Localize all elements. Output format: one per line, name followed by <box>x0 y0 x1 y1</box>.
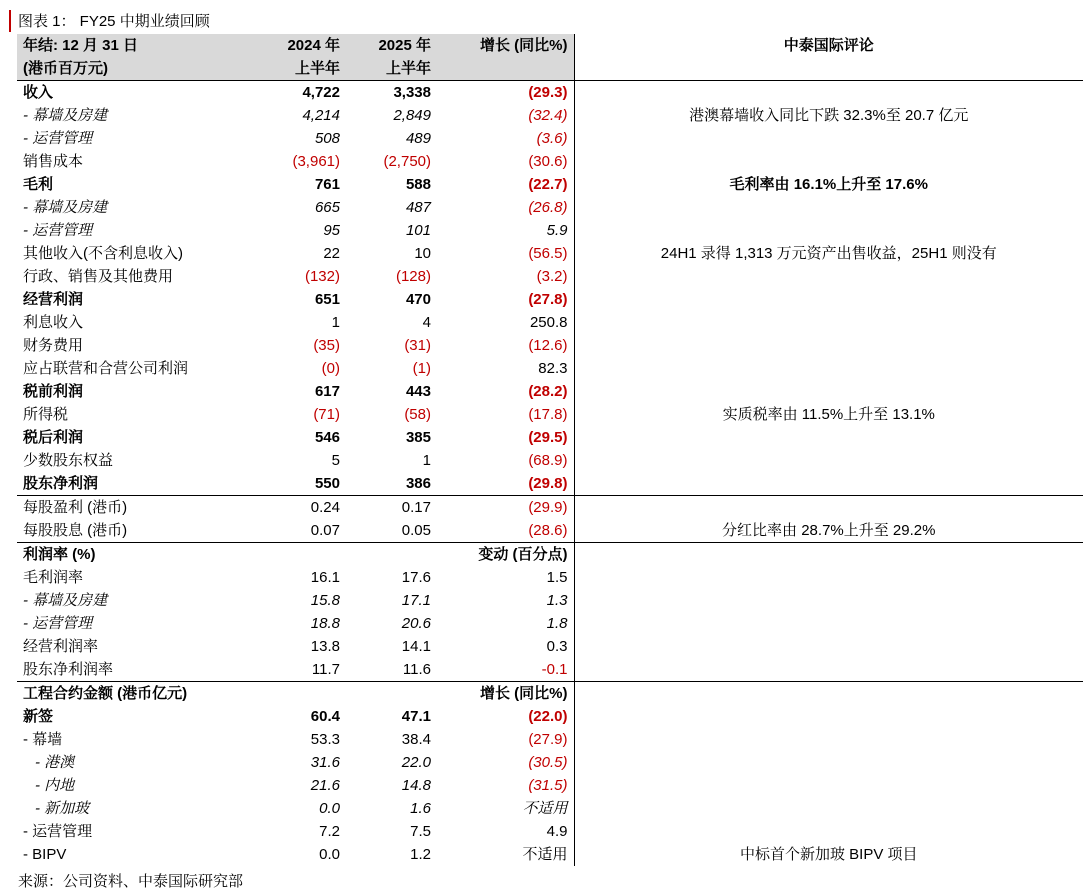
row-comment <box>574 589 1083 612</box>
value-2025: (31) <box>404 337 431 354</box>
value-2025: 1.6 <box>410 800 431 817</box>
value-change: (29.9) <box>437 496 574 520</box>
row-comment <box>574 196 1083 219</box>
value-2025: 385 <box>405 429 431 446</box>
row-comment <box>574 357 1083 380</box>
value-2024: 18.8 <box>310 615 340 632</box>
row-comment <box>574 311 1083 334</box>
header-row-1 <box>17 34 1083 57</box>
row-comment <box>574 566 1083 589</box>
table-row <box>17 566 1083 589</box>
row-comment <box>574 426 1083 449</box>
row-label: - 幕墙及房建 <box>23 592 108 609</box>
row-label: - 运营管理 <box>23 615 93 632</box>
value-change: (28.6) <box>437 519 574 543</box>
value-change: 4.9 <box>437 820 574 843</box>
row-comment <box>574 797 1083 820</box>
value-2024: 651 <box>314 291 340 308</box>
value-2024 <box>255 682 346 706</box>
value-change: (27.8) <box>437 288 574 311</box>
value-change: (22.0) <box>437 705 574 728</box>
row-label: - BIPV <box>23 846 67 863</box>
table-row <box>17 705 1083 728</box>
table-row <box>17 658 1083 682</box>
value-change: (12.6) <box>437 334 574 357</box>
value-2025: 1 <box>422 452 431 469</box>
header-2024: 2024 年 <box>255 34 346 57</box>
row-label: - 运营管理 <box>23 222 93 239</box>
value-2025: 10 <box>414 245 431 262</box>
row-label: 少数股东权益 <box>23 452 114 469</box>
value-2025: 47.1 <box>401 708 431 725</box>
value-2024: 550 <box>314 475 340 492</box>
header-change-blank <box>437 57 574 81</box>
value-2025: 11.6 <box>402 661 431 678</box>
value-2025: 2,849 <box>393 107 431 124</box>
value-2025: 7.5 <box>410 823 431 840</box>
row-comment <box>574 219 1083 242</box>
source-note: 来源：公司资料、中泰国际研究部 <box>18 873 244 890</box>
value-2024: 7.2 <box>319 823 340 840</box>
table-row <box>17 196 1083 219</box>
header-comment-blank <box>574 57 1083 81</box>
value-2024: 60.4 <box>310 708 340 725</box>
header-2024-half: 上半年 <box>255 57 346 81</box>
table-row <box>17 820 1083 843</box>
header-2025: 2025 年 <box>346 34 437 57</box>
value-2025: (128) <box>395 268 431 285</box>
value-2025: 489 <box>405 130 431 147</box>
row-label: 利润率 (%) <box>17 543 255 567</box>
table-row <box>17 127 1083 150</box>
value-2025: 22.0 <box>401 754 431 771</box>
value-2025 <box>346 682 437 706</box>
value-2024: 13.8 <box>310 638 340 655</box>
value-2024: 0.0 <box>319 800 340 817</box>
table-row <box>17 219 1083 242</box>
value-change: (30.6) <box>437 150 574 173</box>
value-2024: 4,722 <box>255 81 346 105</box>
header-row-2 <box>17 57 1083 81</box>
value-change: 0.3 <box>437 635 574 658</box>
header-comment: 中泰国际评论 <box>574 34 1083 57</box>
value-2025: 386 <box>405 475 431 492</box>
value-change: (32.4) <box>437 104 574 127</box>
table-row <box>17 519 1083 543</box>
table-row <box>17 774 1083 797</box>
row-comment <box>574 81 1083 105</box>
value-2025: 0.05 <box>401 522 431 539</box>
table-row <box>17 311 1083 334</box>
row-comment <box>574 728 1083 751</box>
table-row <box>17 150 1083 173</box>
value-2025: 0.17 <box>346 496 437 520</box>
value-2025: (58) <box>404 406 431 423</box>
row-comment <box>574 265 1083 288</box>
table-row <box>17 265 1083 288</box>
row-label: 经营利润 <box>23 291 84 308</box>
value-2024: 31.6 <box>310 754 340 771</box>
table-row <box>17 751 1083 774</box>
value-2025: 470 <box>405 291 431 308</box>
table-row <box>17 728 1083 751</box>
header-change: 增长 (同比%) <box>437 34 574 57</box>
value-2024: 617 <box>314 383 340 400</box>
value-2024: 546 <box>314 429 340 446</box>
value-2025: 588 <box>405 176 431 193</box>
table-row <box>17 403 1083 426</box>
row-label: 经营利润率 <box>23 638 99 655</box>
table-row <box>17 797 1083 820</box>
header-fiscal-year: 年结: 12 月 31 日 <box>17 34 255 57</box>
row-label: - 幕墙 <box>23 731 63 748</box>
table-row <box>17 496 1083 520</box>
value-change: (3.6) <box>437 127 574 150</box>
value-2024: 508 <box>314 130 340 147</box>
margin-section-header <box>17 543 1083 567</box>
row-label: - 内地 <box>35 777 75 794</box>
value-2025: 1.2 <box>410 846 431 863</box>
table-row <box>17 288 1083 311</box>
value-2024: 16.1 <box>310 569 340 586</box>
value-2024: (3,961) <box>292 153 340 170</box>
table-row <box>17 449 1083 472</box>
row-label: 股东净利润 <box>23 475 99 492</box>
table-row <box>17 426 1083 449</box>
value-2025: (2,750) <box>383 153 431 170</box>
row-label: 行政、销售及其他费用 <box>23 268 174 285</box>
value-2025: 3,338 <box>346 81 437 105</box>
value-2024: (35) <box>313 337 340 354</box>
row-comment <box>574 334 1083 357</box>
row-label: 销售成本 <box>23 153 84 170</box>
table-row <box>17 635 1083 658</box>
value-change: (30.5) <box>437 751 574 774</box>
value-change: (3.2) <box>437 265 574 288</box>
value-2025 <box>346 543 437 567</box>
value-2024 <box>255 543 346 567</box>
value-2024: 1 <box>331 314 340 331</box>
caption-accent-bar <box>9 10 11 32</box>
value-2025: 38.4 <box>401 731 431 748</box>
value-2025: 443 <box>405 383 431 400</box>
table-row <box>17 472 1083 496</box>
value-2025: 17.6 <box>401 569 431 586</box>
value-2024: 22 <box>323 245 340 262</box>
table-row <box>17 81 1083 105</box>
value-change: 1.5 <box>437 566 574 589</box>
value-change: 变动 (百分点) <box>437 543 574 567</box>
value-change: 250.8 <box>437 311 574 334</box>
row-label: - 港澳 <box>35 754 75 771</box>
row-comment <box>574 612 1083 635</box>
value-change: (17.8) <box>437 403 574 426</box>
table-row <box>17 173 1083 196</box>
value-2024: (132) <box>304 268 340 285</box>
row-comment <box>574 682 1083 706</box>
value-change: 增长 (同比%) <box>437 682 574 706</box>
row-label: - 新加玻 <box>35 800 90 817</box>
value-2025: (1) <box>412 360 431 377</box>
value-change: 5.9 <box>437 219 574 242</box>
row-label: 新签 <box>23 708 54 725</box>
table-row <box>17 334 1083 357</box>
row-comment <box>574 658 1083 682</box>
value-change: (26.8) <box>437 196 574 219</box>
row-comment: 实质税率由 11.5%上升至 13.1% <box>722 406 935 423</box>
row-comment: 分红比率由 28.7%上升至 29.2% <box>722 522 936 539</box>
value-change: (28.2) <box>437 380 574 403</box>
row-comment: 毛利率由 16.1%上升至 17.6% <box>729 176 928 193</box>
row-label: - 幕墙及房建 <box>23 199 108 216</box>
row-label: 每股股息 (港币) <box>23 522 128 539</box>
value-change: (27.9) <box>437 728 574 751</box>
value-change: (31.5) <box>437 774 574 797</box>
value-2025: 17.1 <box>401 592 431 609</box>
value-2024: 761 <box>314 176 340 193</box>
table-row <box>17 589 1083 612</box>
table-row <box>17 612 1083 635</box>
value-change: -0.1 <box>437 658 574 682</box>
value-change: 不适用 <box>437 843 574 866</box>
row-label: 应占联营和合营公司利润 <box>23 360 189 377</box>
value-change: (56.5) <box>437 242 574 265</box>
row-comment <box>574 496 1083 520</box>
figure-caption: 图表 1： FY25 中期业绩回顾 <box>18 13 210 30</box>
row-label: 利息收入 <box>23 314 84 331</box>
value-change: 1.3 <box>437 589 574 612</box>
row-comment: 中标首个新加玻 BIPV 项目 <box>739 846 918 863</box>
value-change: (22.7) <box>437 173 574 196</box>
value-2024: 665 <box>314 199 340 216</box>
value-2025: 20.6 <box>401 615 431 632</box>
table-row <box>17 380 1083 403</box>
row-label: 税前利润 <box>23 383 84 400</box>
value-change: 不适用 <box>437 797 574 820</box>
value-change: (29.3) <box>437 81 574 105</box>
row-comment <box>574 751 1083 774</box>
value-2024: 15.8 <box>310 592 340 609</box>
row-comment <box>574 635 1083 658</box>
table-row <box>17 104 1083 127</box>
row-label: - 运营管理 <box>23 823 93 840</box>
table-row <box>17 357 1083 380</box>
row-label: 毛利润率 <box>23 569 84 586</box>
row-label: - 运营管理 <box>23 130 93 147</box>
row-comment: 港澳幕墙收入同比下跌 32.3%至 20.7 亿元 <box>689 107 969 124</box>
row-comment <box>574 150 1083 173</box>
value-2025: 487 <box>405 199 431 216</box>
value-2024: (71) <box>313 406 340 423</box>
value-2024: 95 <box>323 222 340 239</box>
value-2025: 14.1 <box>401 638 431 655</box>
row-label: - 幕墙及房建 <box>23 107 108 124</box>
value-2024: 0.24 <box>255 496 346 520</box>
value-2024: 0.0 <box>319 846 340 863</box>
row-comment <box>574 543 1083 567</box>
value-change: (29.5) <box>437 426 574 449</box>
header-2025-half: 上半年 <box>346 57 437 81</box>
row-label: 财务费用 <box>23 337 84 354</box>
row-label: 毛利 <box>23 176 54 193</box>
table-row <box>17 843 1083 866</box>
value-change: (68.9) <box>437 449 574 472</box>
contract-section-header <box>17 682 1083 706</box>
row-label: 所得税 <box>23 406 69 423</box>
results-table <box>17 34 1083 866</box>
value-2024: 4,214 <box>302 107 340 124</box>
value-2025: 101 <box>405 222 431 239</box>
value-2024: 53.3 <box>310 731 340 748</box>
row-label: 工程合约金额 (港币亿元) <box>17 682 255 706</box>
value-change: (29.8) <box>437 472 574 496</box>
value-2024: (0) <box>321 360 340 377</box>
row-comment <box>574 472 1083 496</box>
row-label: 收入 <box>17 81 255 105</box>
value-2024: 0.07 <box>310 522 340 539</box>
row-comment <box>574 705 1083 728</box>
row-comment: 24H1 录得 1,313 万元资产出售收益，25H1 则没有 <box>660 245 997 262</box>
value-2024: 21.6 <box>310 777 340 794</box>
row-label: 股东净利润率 <box>23 661 114 678</box>
value-change: 82.3 <box>437 357 574 380</box>
value-2024: 5 <box>331 452 340 469</box>
table-row <box>17 242 1083 265</box>
value-2025: 14.8 <box>401 777 431 794</box>
row-comment <box>574 449 1083 472</box>
row-label: 其他收入(不含利息收入) <box>23 245 183 262</box>
row-label: 税后利润 <box>23 429 84 446</box>
row-comment <box>574 820 1083 843</box>
value-2024: 11.7 <box>311 661 340 678</box>
value-change: 1.8 <box>437 612 574 635</box>
row-comment <box>574 288 1083 311</box>
value-2025: 4 <box>422 314 431 331</box>
row-label: 每股盈利 (港币) <box>17 496 255 520</box>
header-unit: (港币百万元) <box>17 57 255 81</box>
row-comment <box>574 380 1083 403</box>
row-comment <box>574 774 1083 797</box>
row-comment <box>574 127 1083 150</box>
